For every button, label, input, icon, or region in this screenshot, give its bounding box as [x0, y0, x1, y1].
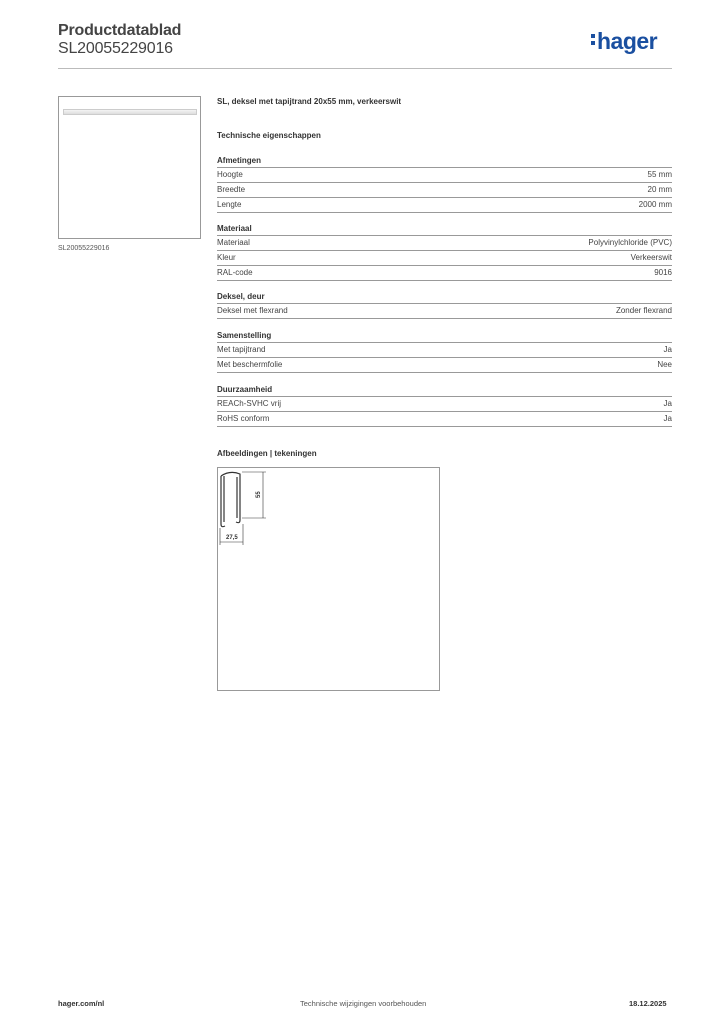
- spec-row: [217, 358, 672, 373]
- spec-label: REACh-SVHC vrij: [217, 399, 282, 408]
- spec-label: Breedte: [217, 185, 246, 194]
- spec-value: 55 mm: [647, 170, 672, 179]
- spec-label: Deksel met flexrand: [217, 306, 288, 315]
- dim-height-label: 55: [256, 491, 262, 498]
- spec-row: [217, 198, 672, 213]
- footer-website: hager.com/nl: [58, 999, 105, 1008]
- spec-label: Met beschermfolie: [217, 360, 283, 369]
- logo-text: hager: [597, 28, 658, 54]
- logo-dots-icon: [590, 28, 596, 50]
- brand-logo: [590, 28, 657, 55]
- section-title: Technische eigenschappen: [217, 131, 321, 140]
- product-code: SL20055229016: [58, 40, 173, 57]
- spec-value: Zonder flexrand: [615, 306, 672, 315]
- spec-value: 9016: [654, 268, 672, 277]
- footer-note: Technische wijzigingen voorbehouden: [300, 999, 427, 1008]
- spec-value: Polyvinylchloride (PVC): [588, 238, 672, 247]
- header-divider: [58, 68, 672, 69]
- spec-label: Met tapijtrand: [217, 345, 266, 354]
- spec-label: Materiaal: [217, 238, 250, 247]
- spec-value: Ja: [663, 414, 672, 423]
- product-rail-shape: [63, 109, 197, 115]
- group-samenstelling: [217, 329, 672, 373]
- document-title: Productdatablad: [58, 22, 182, 39]
- spec-value: 2000 mm: [638, 200, 672, 209]
- spec-row: [217, 412, 672, 427]
- group-title: Duurzaamheid: [217, 383, 672, 397]
- group-afmetingen: [217, 154, 672, 213]
- group-title: Afmetingen: [217, 154, 672, 168]
- spec-label: Hoogte: [217, 170, 243, 179]
- spec-label: RAL-code: [217, 268, 253, 277]
- spec-value: 20 mm: [647, 185, 672, 194]
- spec-row: [217, 343, 672, 358]
- spec-row: [217, 397, 672, 412]
- spec-label: Kleur: [217, 253, 236, 262]
- spec-value: Ja: [663, 399, 672, 408]
- technical-drawing: [217, 467, 440, 691]
- group-materiaal: [217, 222, 672, 281]
- dim-width-label: 27,5: [226, 535, 238, 541]
- group-title: Deksel, deur: [217, 290, 672, 304]
- spec-row: [217, 304, 672, 319]
- spec-label: Lengte: [217, 200, 242, 209]
- product-image: [58, 96, 201, 239]
- group-deksel-deur: [217, 290, 672, 319]
- spec-value: Verkeerswit: [630, 253, 672, 262]
- spec-value: Nee: [657, 360, 672, 369]
- spec-row: [217, 183, 672, 198]
- figures-title: Afbeeldingen | tekeningen: [217, 449, 317, 458]
- group-title: Materiaal: [217, 222, 672, 236]
- spec-label: RoHS conform: [217, 414, 270, 423]
- product-title: SL, deksel met tapijtrand 20x55 mm, verkeerswit: [217, 97, 402, 106]
- spec-row: [217, 251, 672, 266]
- spec-value: Ja: [663, 345, 672, 354]
- spec-row: [217, 168, 672, 183]
- spec-row: [217, 266, 672, 281]
- group-title: Samenstelling: [217, 329, 672, 343]
- footer-date: 18.12.2025: [629, 999, 667, 1008]
- profile-drawing: [218, 468, 439, 690]
- group-duurzaamheid: [217, 383, 672, 427]
- product-image-label: SL20055229016: [58, 245, 110, 252]
- spec-row: [217, 236, 672, 251]
